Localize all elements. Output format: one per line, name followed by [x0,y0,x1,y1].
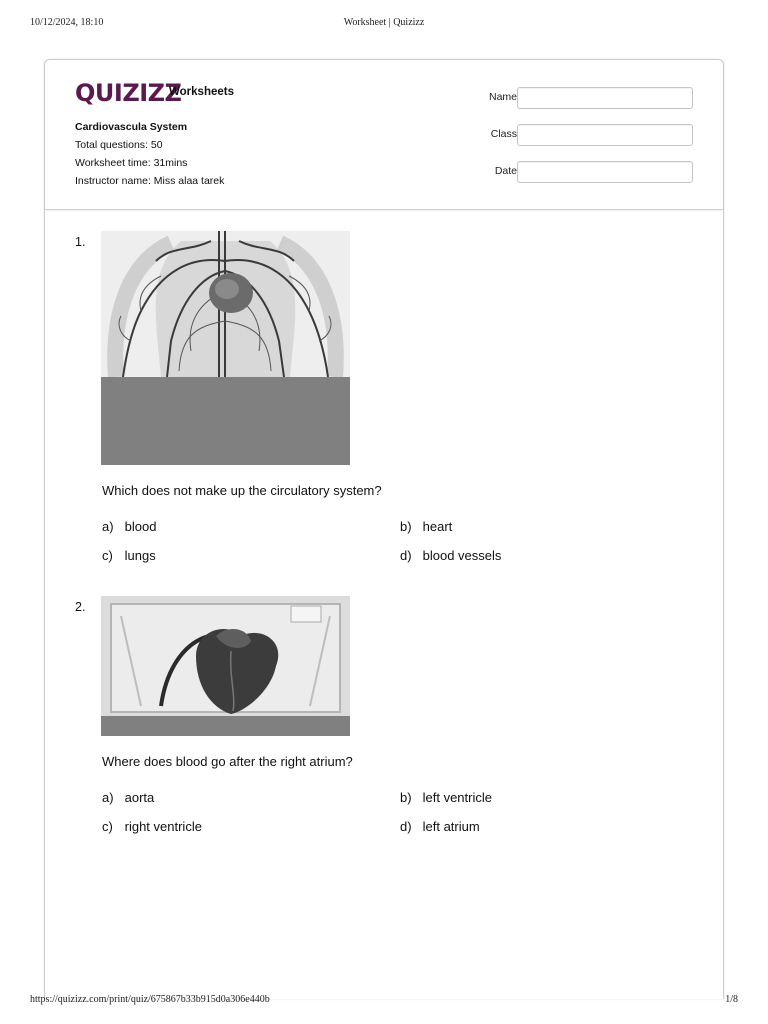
option-b[interactable] [400,790,492,805]
option-text: lungs [124,548,156,563]
date-field[interactable] [517,161,693,183]
name-field[interactable] [517,87,693,109]
option-a[interactable] [102,790,154,805]
total-questions: Total questions: 50 [75,139,163,151]
print-page-number: 1/8 [725,994,738,1005]
worksheet-title: Cardiovascula System [75,121,188,133]
class-field[interactable] [517,124,693,146]
date-label: Date [494,165,517,177]
brand-subtitle: Worksheets [169,86,234,98]
heart-illustration [101,596,350,736]
option-letter: b) [400,790,412,805]
option-a[interactable] [102,519,156,534]
question-number: 1. [75,235,86,249]
option-text: heart [422,519,453,534]
option-letter: a) [102,519,114,534]
option-c[interactable] [102,819,202,834]
print-datetime: 10/12/2024, 18:10 [30,17,104,28]
worksheet-card [44,59,724,999]
option-c[interactable] [102,548,156,563]
option-text: left atrium [422,819,480,834]
class-label: Class [490,128,517,140]
option-text: blood [124,519,157,534]
name-label: Name [488,91,517,103]
question-1 [75,231,695,571]
print-footer [30,994,738,1008]
option-letter: d) [400,548,412,563]
instructor-name: Instructor name: Miss alaa tarek [75,175,225,187]
option-letter: c) [102,819,113,834]
option-d[interactable] [400,548,501,563]
question-text: Where does blood go after the right atrium? [102,754,353,769]
name-row [455,87,693,109]
option-text: left ventricle [422,790,492,805]
circulatory-system-image [101,231,350,465]
option-letter: b) [400,519,412,534]
option-letter: c) [102,548,113,563]
question-2 [75,596,695,846]
option-letter: d) [400,819,412,834]
option-b[interactable] [400,519,452,534]
question-number: 2. [75,600,86,614]
option-letter: a) [102,790,114,805]
option-d[interactable] [400,819,480,834]
heart-in-container-image [101,596,350,736]
class-row [455,124,693,146]
worksheet-meta [75,118,224,190]
circulatory-illustration [101,231,350,465]
print-page-title: Worksheet | Quizizz [343,17,425,28]
worksheet-time: Worksheet time: 31mins [75,157,188,169]
option-text: right ventricle [124,819,202,834]
question-text: Which does not make up the circulatory system? [102,483,382,498]
worksheet-header [45,60,723,210]
print-url: https://quizizz.com/print/quiz/675867b33b915d0a306e440b [30,994,270,1005]
date-row [455,161,693,183]
option-text: aorta [124,790,155,805]
quizizz-logo: QUIZIZZ [75,79,182,107]
print-header [30,17,738,31]
option-text: blood vessels [422,548,502,563]
